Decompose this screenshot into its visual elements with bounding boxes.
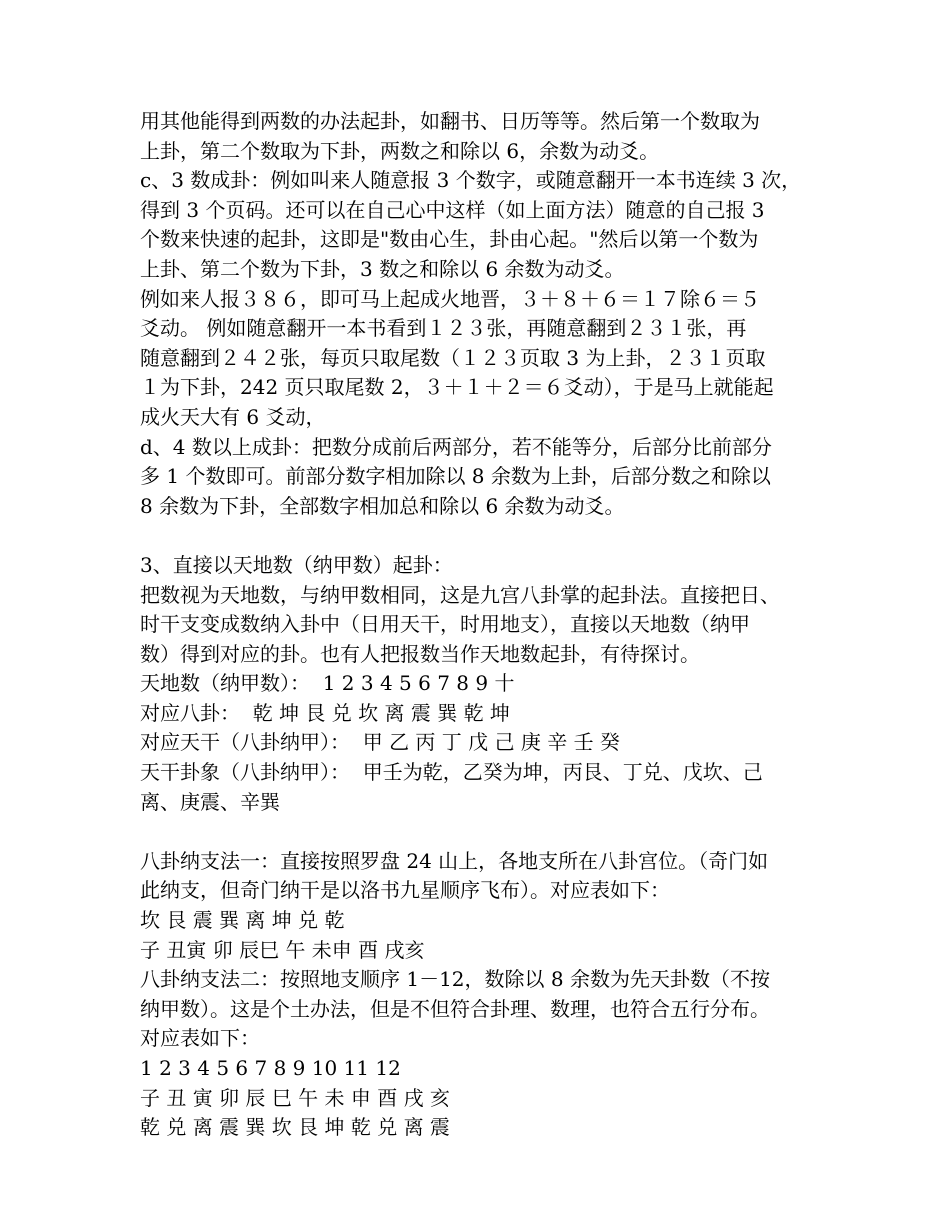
text-line: 对应表如下： — [140, 1026, 260, 1051]
table-row: 子 丑寅 卯 辰巳 午 未申 酉 戌亥 — [140, 937, 425, 962]
text-line: 时干支变成数纳入卦中（日用天干，时用地支），直接以天地数（纳甲 — [140, 612, 750, 637]
blank-line — [140, 817, 815, 847]
text-line: c、3 数成卦：例如叫来人随意报 3 个数字，或随意翻开一本书连续 3 次， — [140, 168, 802, 193]
table-row: 坎 艮 震 巽 离 坤 兑 乾 — [140, 908, 345, 933]
text-line: 得到 3 个页码。还可以在自己心中这样（如上面方法）随意的自己报 3 — [140, 197, 765, 222]
blank-line — [140, 521, 815, 551]
document-body — [140, 107, 815, 1143]
text-line: 例如来人报３８６，即可马上起成火地晋，３＋８＋６＝１７除６＝５ — [140, 286, 760, 311]
text-line: 此纳支，但奇门纳干是以洛书九星顺序飞布）。对应表如下： — [140, 878, 670, 903]
text-line: 用其他能得到两数的办法起卦，如翻书、日历等等。然后第一个数取为 — [140, 109, 760, 133]
text-line: d、4 数以上成卦：把数分成前后两部分，若不能等分，后部分比前部分 — [140, 434, 772, 459]
text-line: 八卦纳支法二：按照地支顺序 1－12，数除以 8 余数为先天卦数（不按 — [140, 967, 770, 992]
text-line: 对应天干（八卦纳甲）： 甲 乙 丙 丁 戊 己 庚 辛 壬 癸 — [140, 730, 620, 755]
text-line: 多 1 个数即可。前部分数字相加除以 8 余数为上卦，后部分数之和除以 — [140, 464, 771, 489]
text-line: 把数视为天地数，与纳甲数相同，这是九宫八卦掌的起卦法。直接把日、 — [140, 582, 780, 607]
text-line: 上卦，第二个数取为下卦，两数之和除以 6，余数为动爻。 — [140, 138, 660, 163]
table-row: 1 2 3 4 5 6 7 8 9 10 11 12 — [140, 1056, 401, 1080]
text-line: 数）得到对应的卦。也有人把报数当作天地数起卦，有待探讨。 — [140, 641, 700, 666]
text-line: 爻动。 例如随意翻开一本书看到１２３张，再随意翻到２３１张，再 — [140, 316, 747, 341]
text-line: 成火天大有 6 爻动， — [140, 404, 326, 429]
text-line: 对应八卦： 乾 坤 艮 兑 坎 离 震 巽 乾 坤 — [140, 700, 510, 725]
text-line: 个数来快速的起卦，这即是"数由心生，卦由心起。"然后以第一个数为 — [140, 227, 759, 252]
section-heading: 3、直接以天地数（纳甲数）起卦： — [140, 552, 453, 577]
text-line: 天地数（纳甲数）： 1 2 3 4 5 6 7 8 9 十 — [140, 671, 515, 696]
text-line: 上卦、第二个数为下卦，3 数之和除以 6 余数为动爻。 — [140, 256, 625, 281]
table-row: 乾 兑 离 震 巽 坎 艮 坤 乾 兑 离 震 — [140, 1115, 450, 1140]
text-line: 天干卦象（八卦纳甲）： 甲壬为乾，乙癸为坤，丙艮、丁兑、戊坎、己 — [140, 760, 763, 785]
text-line: 8 余数为下卦，全部数字相加总和除以 6 余数为动爻。 — [140, 493, 625, 518]
text-line: 随意翻到２４２张，每页只取尾数（１２３页取 3 为上卦，２３１页取 — [140, 345, 766, 370]
text-line: 八卦纳支法一：直接按照罗盘 24 山上，各地支所在八卦宫位。（奇门如 — [140, 848, 769, 873]
text-line: 纳甲数）。这是个土办法，但是不但符合卦理、数理，也符合五行分布。 — [140, 996, 770, 1021]
table-row: 子 丑 寅 卯 辰 巳 午 未 申 酉 戌 亥 — [140, 1085, 450, 1110]
text-line: １为下卦，242 页只取尾数 2，３＋１＋２＝６爻动），于是马上就能起 — [140, 375, 774, 400]
text-line: 离、庚震、辛巽 — [140, 789, 280, 814]
